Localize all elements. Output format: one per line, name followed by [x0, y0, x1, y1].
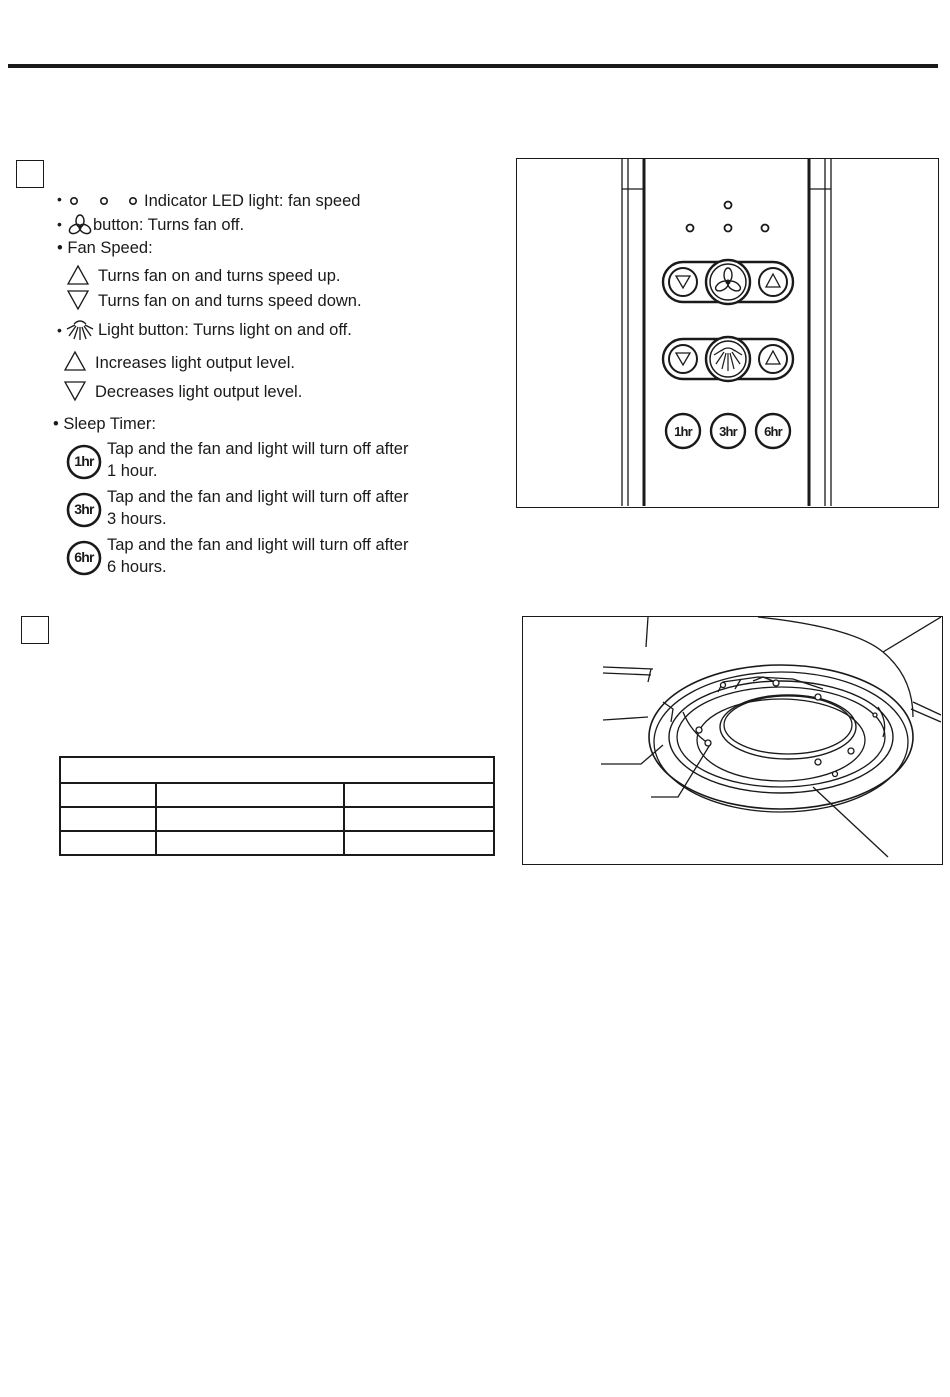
legend-fan-up-row — [66, 264, 486, 286]
legend-light-down-row — [63, 380, 483, 404]
timer-badge-icon — [66, 540, 102, 576]
table-cell — [60, 831, 156, 855]
light-down-description: Decreases light output level. — [95, 383, 303, 401]
fan-button-description: button: Turns fan off. — [93, 216, 245, 234]
table-cell — [344, 807, 494, 831]
header-rule — [8, 64, 938, 68]
timer-1hr-button-label: 1hr — [674, 424, 692, 439]
step-a-box — [16, 160, 44, 188]
timer-badge-icon — [66, 492, 102, 528]
led-dot-icon — [128, 196, 138, 206]
bullet: • — [57, 216, 62, 232]
table-cell — [60, 807, 156, 831]
sleep-timer-heading: • Sleep Timer: — [53, 415, 156, 433]
legend-light-button-row — [57, 318, 477, 342]
table-header-cell — [60, 757, 494, 783]
bullet: • — [57, 191, 62, 207]
table-row — [60, 783, 494, 807]
timer-badge-label: 3hr — [74, 501, 94, 517]
bullet: • — [57, 322, 62, 338]
timer-line1: Tap and the fan and light will turn off after — [107, 488, 409, 506]
timer-line2: 6 hours. — [107, 558, 167, 576]
fan-housing-drawing — [523, 617, 941, 863]
timer-badge-label: 6hr — [74, 549, 94, 565]
legend-fan-button-row — [57, 214, 477, 236]
table-cell — [156, 831, 344, 855]
table-cell — [60, 783, 156, 807]
table-cell — [156, 783, 344, 807]
led-dot-icon — [69, 196, 79, 206]
table-cell — [344, 831, 494, 855]
triangle-down-icon — [66, 289, 90, 311]
triangle-up-icon — [63, 350, 87, 372]
table-cell — [344, 783, 494, 807]
table-cell — [156, 807, 344, 831]
timer-badge-icon — [66, 444, 102, 480]
led-description: Indicator LED light: fan speed — [144, 192, 361, 210]
legend-timer-row — [66, 486, 466, 532]
fan-up-description: Turns fan on and turns speed up. — [98, 267, 341, 285]
step-b-box — [21, 616, 49, 644]
fan-down-description: Turns fan on and turns speed down. — [98, 292, 362, 310]
table-row — [60, 807, 494, 831]
wall-control-figure — [516, 158, 939, 508]
timer-6hr-button-label: 6hr — [764, 424, 782, 439]
fan-speed-heading: • Fan Speed: — [57, 239, 153, 257]
timer-line2: 3 hours. — [107, 510, 167, 528]
timer-line1: Tap and the fan and light will turn off after — [107, 536, 409, 554]
fan-housing-figure — [522, 616, 943, 865]
timer-line2: 1 hour. — [107, 462, 158, 480]
led-dot-icon — [99, 196, 109, 206]
legend-led-row — [57, 191, 477, 211]
legend-fan-down-row — [66, 289, 486, 311]
triangle-down-icon — [63, 380, 87, 402]
wall-control-drawing — [517, 159, 937, 506]
table-row — [60, 831, 494, 855]
triangle-up-icon — [66, 264, 90, 286]
light-button-description: Light button: Turns light on and off. — [98, 321, 352, 339]
light-bulb-icon — [66, 318, 94, 342]
light-up-description: Increases light output level. — [95, 354, 295, 372]
fan-icon — [68, 214, 92, 236]
timer-line1: Tap and the fan and light will turn off after — [107, 440, 409, 458]
legend-timer-row — [66, 534, 466, 580]
legend-timer-row — [66, 438, 466, 484]
spec-table — [59, 756, 495, 856]
timer-badge-label: 1hr — [74, 453, 94, 469]
table-header-row — [60, 757, 494, 783]
timer-3hr-button-label: 3hr — [719, 424, 737, 439]
legend-light-up-row — [63, 350, 483, 374]
